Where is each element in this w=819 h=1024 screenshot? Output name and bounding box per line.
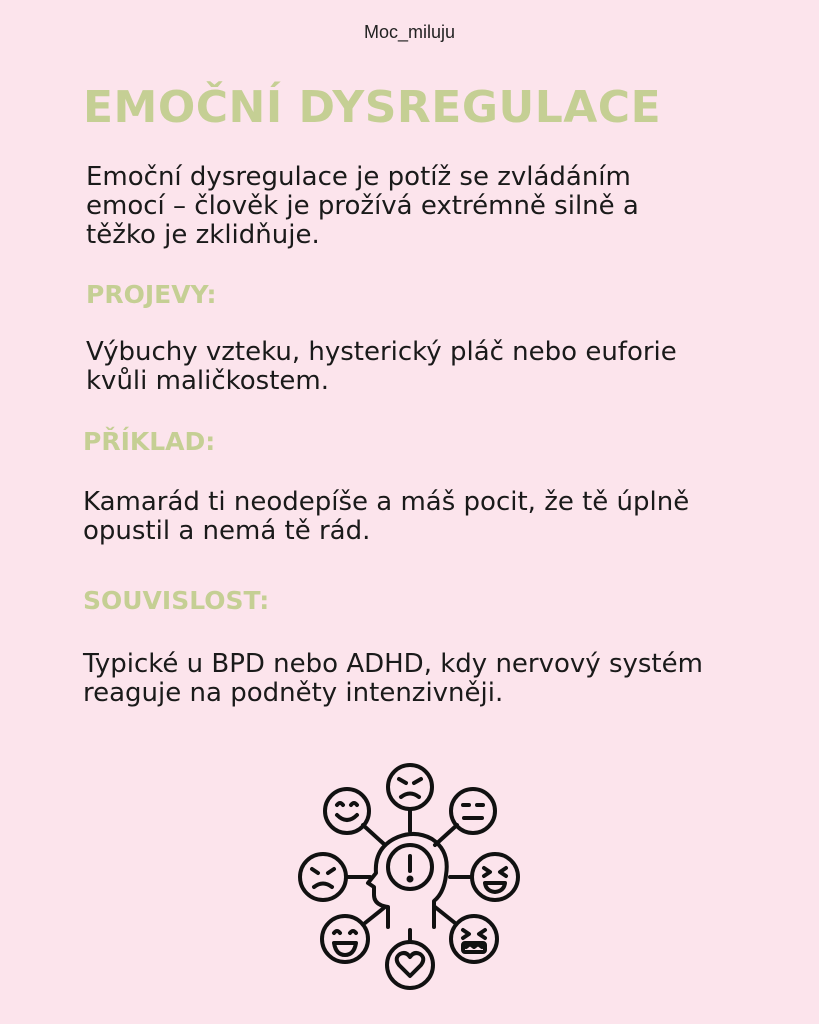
squinting-face-icon xyxy=(472,854,518,900)
sad-face-icon xyxy=(300,854,346,900)
heart-icon xyxy=(387,942,433,988)
laughing-face-icon xyxy=(322,916,368,962)
page-title: EMOČNÍ DYSREGULACE xyxy=(83,82,662,133)
account-handle: Moc_miluju xyxy=(363,22,456,42)
connector-lines xyxy=(348,809,470,941)
intro-text: Emoční dysregulace je potíž se zvládáním emocí – člověk je prožívá extrémně silně a těžko je zklidňuje. xyxy=(86,162,639,250)
neutral-face-icon xyxy=(451,789,495,833)
section-heading-projevy: PROJEVY: xyxy=(86,280,217,309)
section-text-projevy: Výbuchy vzteku, hysterický pláč nebo euforie kvůli maličkostem. xyxy=(86,337,677,396)
emotions-illustration xyxy=(290,755,530,1000)
smiling-face-icon xyxy=(325,789,369,833)
section-text-souvislost: Typické u BPD nebo ADHD, kdy nervový systém reaguje na podněty intenzivněji. xyxy=(83,649,703,708)
stressed-face-icon xyxy=(451,916,497,962)
section-heading-souvislost: SOUVISLOST: xyxy=(83,586,270,615)
section-heading-priklad: PŘÍKLAD: xyxy=(83,427,216,456)
angry-face-icon xyxy=(388,765,432,809)
section-text-priklad: Kamarád ti neodepíše a máš pocit, že tě úplně opustil a nemá tě rád. xyxy=(83,487,690,546)
